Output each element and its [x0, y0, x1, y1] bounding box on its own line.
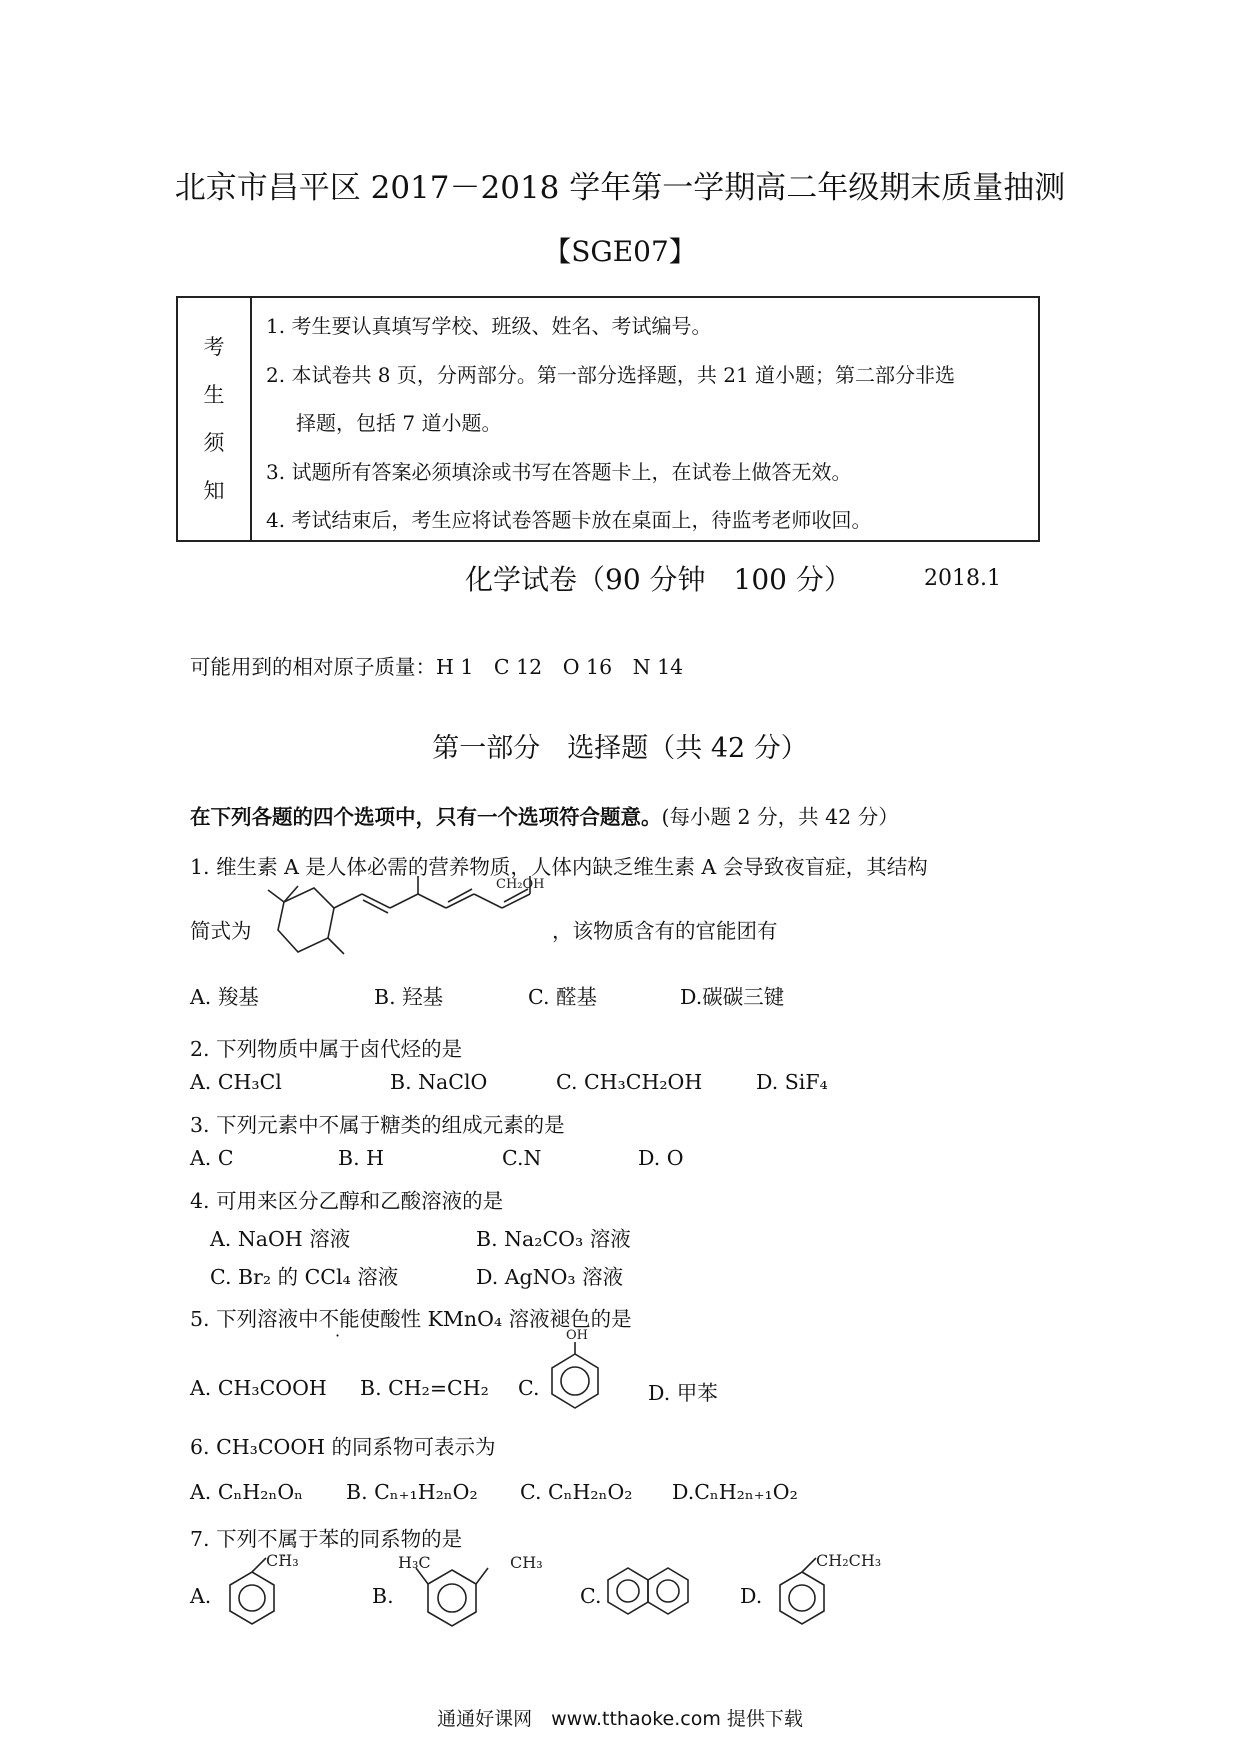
exam-title: 北京市昌平区 2017－2018 学年第一学期高二年级期末质量抽测: [174, 170, 1066, 206]
q4-option-d: D. AgNO₃ 溶液: [476, 1265, 624, 1289]
ch2oh-label: CH₂OH: [496, 877, 545, 892]
ethylbenzene-structure: [770, 1546, 920, 1636]
q6-option-d: D.CₙH₂ₙ₊₁O₂: [672, 1480, 798, 1504]
q3-option-d: D. O: [638, 1146, 684, 1170]
q2-option-d: D. SiF₄: [756, 1070, 828, 1094]
instruction-bold: 在下列各题的四个选项中，只有一个选项符合题意。: [190, 805, 662, 829]
notice-label-char: 生: [203, 383, 225, 407]
notice-items: [252, 298, 1038, 540]
toluene-structure: [220, 1548, 330, 1638]
q6-option-a: A. CₙH₂ₙOₙ: [190, 1480, 304, 1504]
q2-option-b: B. NaClO: [390, 1070, 488, 1094]
q7-option-b: B.: [372, 1584, 394, 1608]
footer-watermark: 通通好课网 www.tthaoke.com 提供下载: [437, 1708, 803, 1730]
q1-stem: 1. 维生素 A 是人体必需的营养物质，人体内缺乏维生素 A 会导致夜盲症，其结构: [190, 855, 928, 879]
h3c-label: H₃C: [398, 1553, 431, 1572]
ch3-label: CH₃: [510, 1553, 543, 1572]
q7-option-c: C.: [580, 1584, 602, 1608]
q6-stem: 6. CH₃COOH 的同系物可表示为: [190, 1435, 496, 1459]
q1-tail: ，该物质含有的官能团有: [552, 919, 778, 943]
notice-label-char: 考: [203, 335, 225, 359]
ch3-label: CH₃: [266, 1551, 299, 1570]
q1-option-a: A. 羧基: [190, 985, 259, 1009]
vitamin-a-structure: [258, 876, 558, 976]
q4-option-a: A. NaOH 溶液: [210, 1227, 351, 1251]
notice-item: 择题，包括 7 道小题。: [296, 411, 502, 435]
part1-title: 第一部分 选择题（共 42 分）: [432, 733, 808, 764]
q5-option-c: C.: [518, 1376, 540, 1400]
notice-item: 3. 试题所有答案必须填涂或书写在答题卡上，在试卷上做答无效。: [266, 460, 852, 484]
notice-label-char: 须: [203, 431, 225, 455]
exam-date: 2018.1: [924, 566, 1001, 591]
phenol-structure: [540, 1328, 610, 1412]
q1-lead: 简式为: [190, 919, 252, 943]
q5-option-d: D. 甲苯: [648, 1381, 718, 1405]
atomic-masses: 可能用到的相对原子质量：H 1 C 12 O 16 N 14: [190, 655, 684, 679]
notice-item: 4. 考试结束后，考生应将试卷答题卡放在桌面上，待监考老师收回。: [266, 508, 872, 532]
q7-stem-pre: 7. 下列: [190, 1527, 258, 1551]
notice-box: [176, 296, 1040, 542]
q5-stem-pre: 5. 下列溶液中: [190, 1307, 319, 1331]
q4-option-b: B. Na₂CO₃ 溶液: [476, 1227, 631, 1251]
q3-stem: 3. 下列元素中不属于糖类的组成元素的是: [190, 1113, 565, 1137]
part1-instruction: [190, 800, 899, 830]
q7-emphasis: 不属于: [257, 1527, 319, 1551]
xylene-structure: [392, 1548, 572, 1648]
q7-option-d: D.: [740, 1584, 763, 1608]
q5-option-b: B. CH₂=CH₂: [360, 1376, 489, 1400]
q5-emphasis: 不能: [318, 1307, 360, 1331]
q4-stem: 4. 可用来区分乙醇和乙酸溶液的是: [190, 1189, 504, 1213]
q3-option-c: C.N: [502, 1146, 542, 1170]
q3-option-b: B. H: [338, 1146, 384, 1170]
exam-code: 【SGE07】: [543, 235, 697, 268]
notice-item: 2. 本试卷共 8 页，分两部分。第一部分选择题，共 21 道小题；第二部分非选: [266, 363, 956, 387]
q5-stem-post: 使酸性 KMnO₄ 溶液褪色的是: [359, 1307, 632, 1331]
q5-option-a: A. CH₃COOH: [190, 1376, 327, 1400]
q2-stem: 2. 下列物质中属于卤代烃的是: [190, 1037, 463, 1061]
instruction-rest: (每小题 2 分，共 42 分）: [661, 805, 899, 829]
exam-subtitle: 化学试卷（90 分钟 100 分）: [465, 563, 852, 596]
notice-item: 1. 考生要认真填写学校、班级、姓名、考试编号。: [266, 314, 712, 338]
q7-stem-post: 苯的同系物的是: [318, 1527, 463, 1551]
q2-option-a: A. CH₃Cl: [190, 1070, 282, 1094]
q1-option-b: B. 羟基: [374, 985, 444, 1009]
q6-option-c: C. CₙH₂ₙO₂: [520, 1480, 633, 1504]
q3-option-a: A. C: [190, 1146, 234, 1170]
oh-label: OH: [566, 1328, 588, 1343]
naphthalene-structure: [600, 1556, 700, 1626]
q7-option-a: A.: [190, 1584, 212, 1608]
q4-option-c: C. Br₂ 的 CCl₄ 溶液: [210, 1265, 399, 1289]
notice-label: [178, 298, 252, 540]
q2-option-c: C. CH₃CH₂OH: [556, 1070, 703, 1094]
q1-option-d: D.碳碳三键: [680, 985, 785, 1009]
ch2ch3-label: CH₂CH₃: [816, 1551, 882, 1570]
q6-option-b: B. Cₙ₊₁H₂ₙO₂: [346, 1480, 478, 1504]
q1-option-c: C. 醛基: [528, 985, 597, 1009]
notice-label-char: 知: [203, 479, 225, 503]
